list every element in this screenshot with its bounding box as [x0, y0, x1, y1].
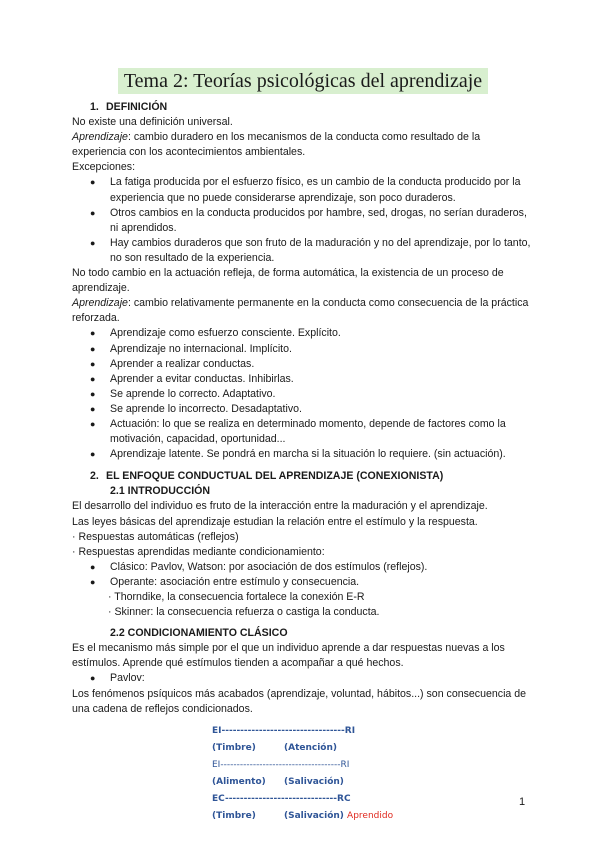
diagram-label: (Salivación) — [284, 776, 344, 787]
sub-item: · Skinner: la consecuencia refuerza o castiga la conducta. — [108, 606, 380, 619]
bullet-icon: ● — [90, 328, 96, 339]
list-item-text: Actuación: lo que se realiza en determinado momento, depende de factores como la motivación, capacidad, oportunidad... — [110, 417, 506, 446]
exceptions-list — [72, 175, 534, 266]
diagram-row — [212, 740, 412, 757]
paragraph: Es el mecanismo más simple por el que un individuo aprende a dar respuestas nuevas a los estímulos. Aprende qué estímulos tienden a acompañar a qué hechos. — [72, 642, 505, 670]
paragraph: · Respuestas automáticas (reflejos) — [72, 530, 239, 543]
page-number: 1 — [519, 796, 526, 808]
paragraph: · Respuestas aprendidas mediante condicionamiento: — [72, 545, 325, 558]
pavlov-list — [72, 671, 534, 686]
list-item-text: Aprendizaje como esfuerzo consciente. Explícito. — [110, 327, 341, 340]
paragraph: No todo cambio en la actuación refleja, de forma automática, la existencia de un proceso de aprendizaje. — [72, 267, 504, 295]
list-item — [72, 402, 534, 417]
spacer — [72, 462, 534, 468]
section-number: 1. — [90, 101, 99, 113]
diagram-label: (Timbre) — [212, 810, 256, 821]
list-item — [72, 236, 534, 266]
learning-types-list — [72, 326, 534, 462]
bullet-icon: ● — [90, 343, 96, 354]
list-item-text: Se aprende lo incorrecto. Desadaptativo. — [110, 402, 302, 415]
bullet-icon: ● — [90, 373, 96, 384]
conditioning-diagram — [212, 723, 412, 825]
paragraph: Las leyes básicas del aprendizaje estudian la relación entre el estímulo y la respuesta. — [72, 515, 478, 528]
list-item-text: Clásico: Pavlov, Watson: por asociación de dos estímulos (reflejos). — [110, 560, 428, 573]
section-2-heading — [90, 469, 534, 484]
diagram-line: EI---------------------------------RI — [212, 725, 356, 736]
section-1-heading — [90, 100, 534, 115]
section-title: DEFINICIÓN — [106, 101, 168, 113]
exceptions-label: Excepciones: — [72, 161, 136, 174]
diagram-label: (Atención) — [284, 742, 338, 753]
list-item-text: La fatiga producida por el esfuerzo físico, es un cambio de la conducta producido por la experiencia que no puede considerarse aprendizaje, son poco duraderos. — [110, 176, 521, 204]
paragraph: Los fenómenos psíquicos más acabados (aprendizaje, voluntad, hábitos...) son consecuencia de una cadena de reflejos condicionados. — [72, 687, 527, 715]
diagram-line: EI-------------------------------------RI — [212, 759, 350, 770]
bullet-icon: ● — [90, 561, 96, 572]
subsection-2-1-heading: 2.1 INTRODUCCIÓN — [110, 485, 211, 498]
list-item — [72, 387, 534, 402]
list-item-text: Aprender a evitar conductas. Inhibirlas. — [110, 372, 294, 385]
list-item — [72, 447, 534, 462]
diagram-label-text: (Salivación) — [284, 810, 344, 821]
list-item-text: Pavlov: — [110, 672, 145, 685]
list-item — [72, 175, 534, 205]
definition-term: Aprendizaje — [72, 131, 128, 144]
list-item — [72, 206, 534, 236]
document-page — [72, 68, 534, 825]
diagram-label: (Alimento) — [212, 776, 266, 787]
paragraph: El desarrollo del individuo es fruto de la interacción entre la maduración y el aprendizaje. — [72, 500, 488, 513]
bullet-icon: ● — [90, 418, 96, 429]
list-item-text: Aprender a realizar conductas. — [110, 357, 255, 370]
bullet-icon: ● — [90, 403, 96, 414]
list-item — [72, 417, 534, 447]
bullet-icon: ● — [90, 177, 96, 188]
section-number: 2. — [90, 470, 99, 483]
bullet-icon: ● — [90, 449, 96, 460]
list-item — [72, 575, 534, 590]
list-item-text: Aprendizaje no internacional. Implícito. — [110, 342, 292, 355]
list-item-text: Se aprende lo correcto. Adaptativo. — [110, 387, 276, 400]
bullet-icon: ● — [90, 207, 96, 218]
diagram-row — [212, 723, 412, 740]
bullet-icon: ● — [90, 237, 96, 248]
list-item — [72, 560, 534, 575]
diagram-row — [212, 757, 412, 774]
subsection-2-2-heading: 2.2 CONDICIONAMIENTO CLÁSICO — [110, 627, 288, 640]
list-item — [72, 342, 534, 357]
bullet-icon: ● — [90, 358, 96, 369]
list-item — [72, 357, 534, 372]
list-item — [72, 326, 534, 341]
definition-1 — [72, 130, 534, 160]
diagram-row — [212, 791, 412, 808]
title-wrap — [72, 68, 534, 94]
learned-label: Aprendido — [347, 810, 394, 821]
sub-item: · Thorndike, la consecuencia fortalece la conexión E-R — [108, 591, 365, 603]
bullet-icon: ● — [90, 388, 96, 399]
definition-text: : cambio relativamente permanente en la conducta como consecuencia de la práctica reforzada. — [72, 297, 529, 325]
section-title: EL ENFOQUE CONDUCTUAL DEL APRENDIZAJE (CONEXIONISTA) — [106, 470, 444, 483]
list-item — [72, 671, 534, 686]
diagram-label — [284, 808, 393, 825]
diagram-line: EC------------------------------RC — [212, 793, 351, 804]
definition-2 — [72, 296, 534, 326]
conditioning-list — [72, 560, 534, 590]
list-item — [72, 372, 534, 387]
diagram-label: (Timbre) — [212, 742, 256, 753]
list-item-text: Operante: asociación entre estímulo y consecuencia. — [110, 575, 360, 588]
paragraph: No existe una definición universal. — [72, 116, 233, 129]
bullet-icon: ● — [90, 576, 96, 587]
list-item-text: Aprendizaje latente. Se pondrá en marcha si la situación lo requiere. (sin actuación). — [110, 448, 506, 461]
diagram-row — [212, 808, 412, 825]
definition-text: : cambio duradero en los mecanismos de la conducta como resultado de la experiencia con los acontecimientos ambientales. — [72, 131, 481, 159]
list-item-text: Otros cambios en la conducta producidos por hambre, sed, drogas, no serían duraderos, ni aprendidos. — [110, 206, 527, 234]
page-title: Tema 2: Teorías psicológicas del aprendizaje — [118, 68, 488, 94]
list-item-text: Hay cambios duraderos que son fruto de la maduración y no del aprendizaje, por lo tanto, no son resultado de la experiencia. — [110, 236, 531, 264]
diagram-row — [212, 774, 412, 791]
bullet-icon: ● — [90, 673, 96, 684]
definition-term: Aprendizaje — [72, 297, 128, 310]
